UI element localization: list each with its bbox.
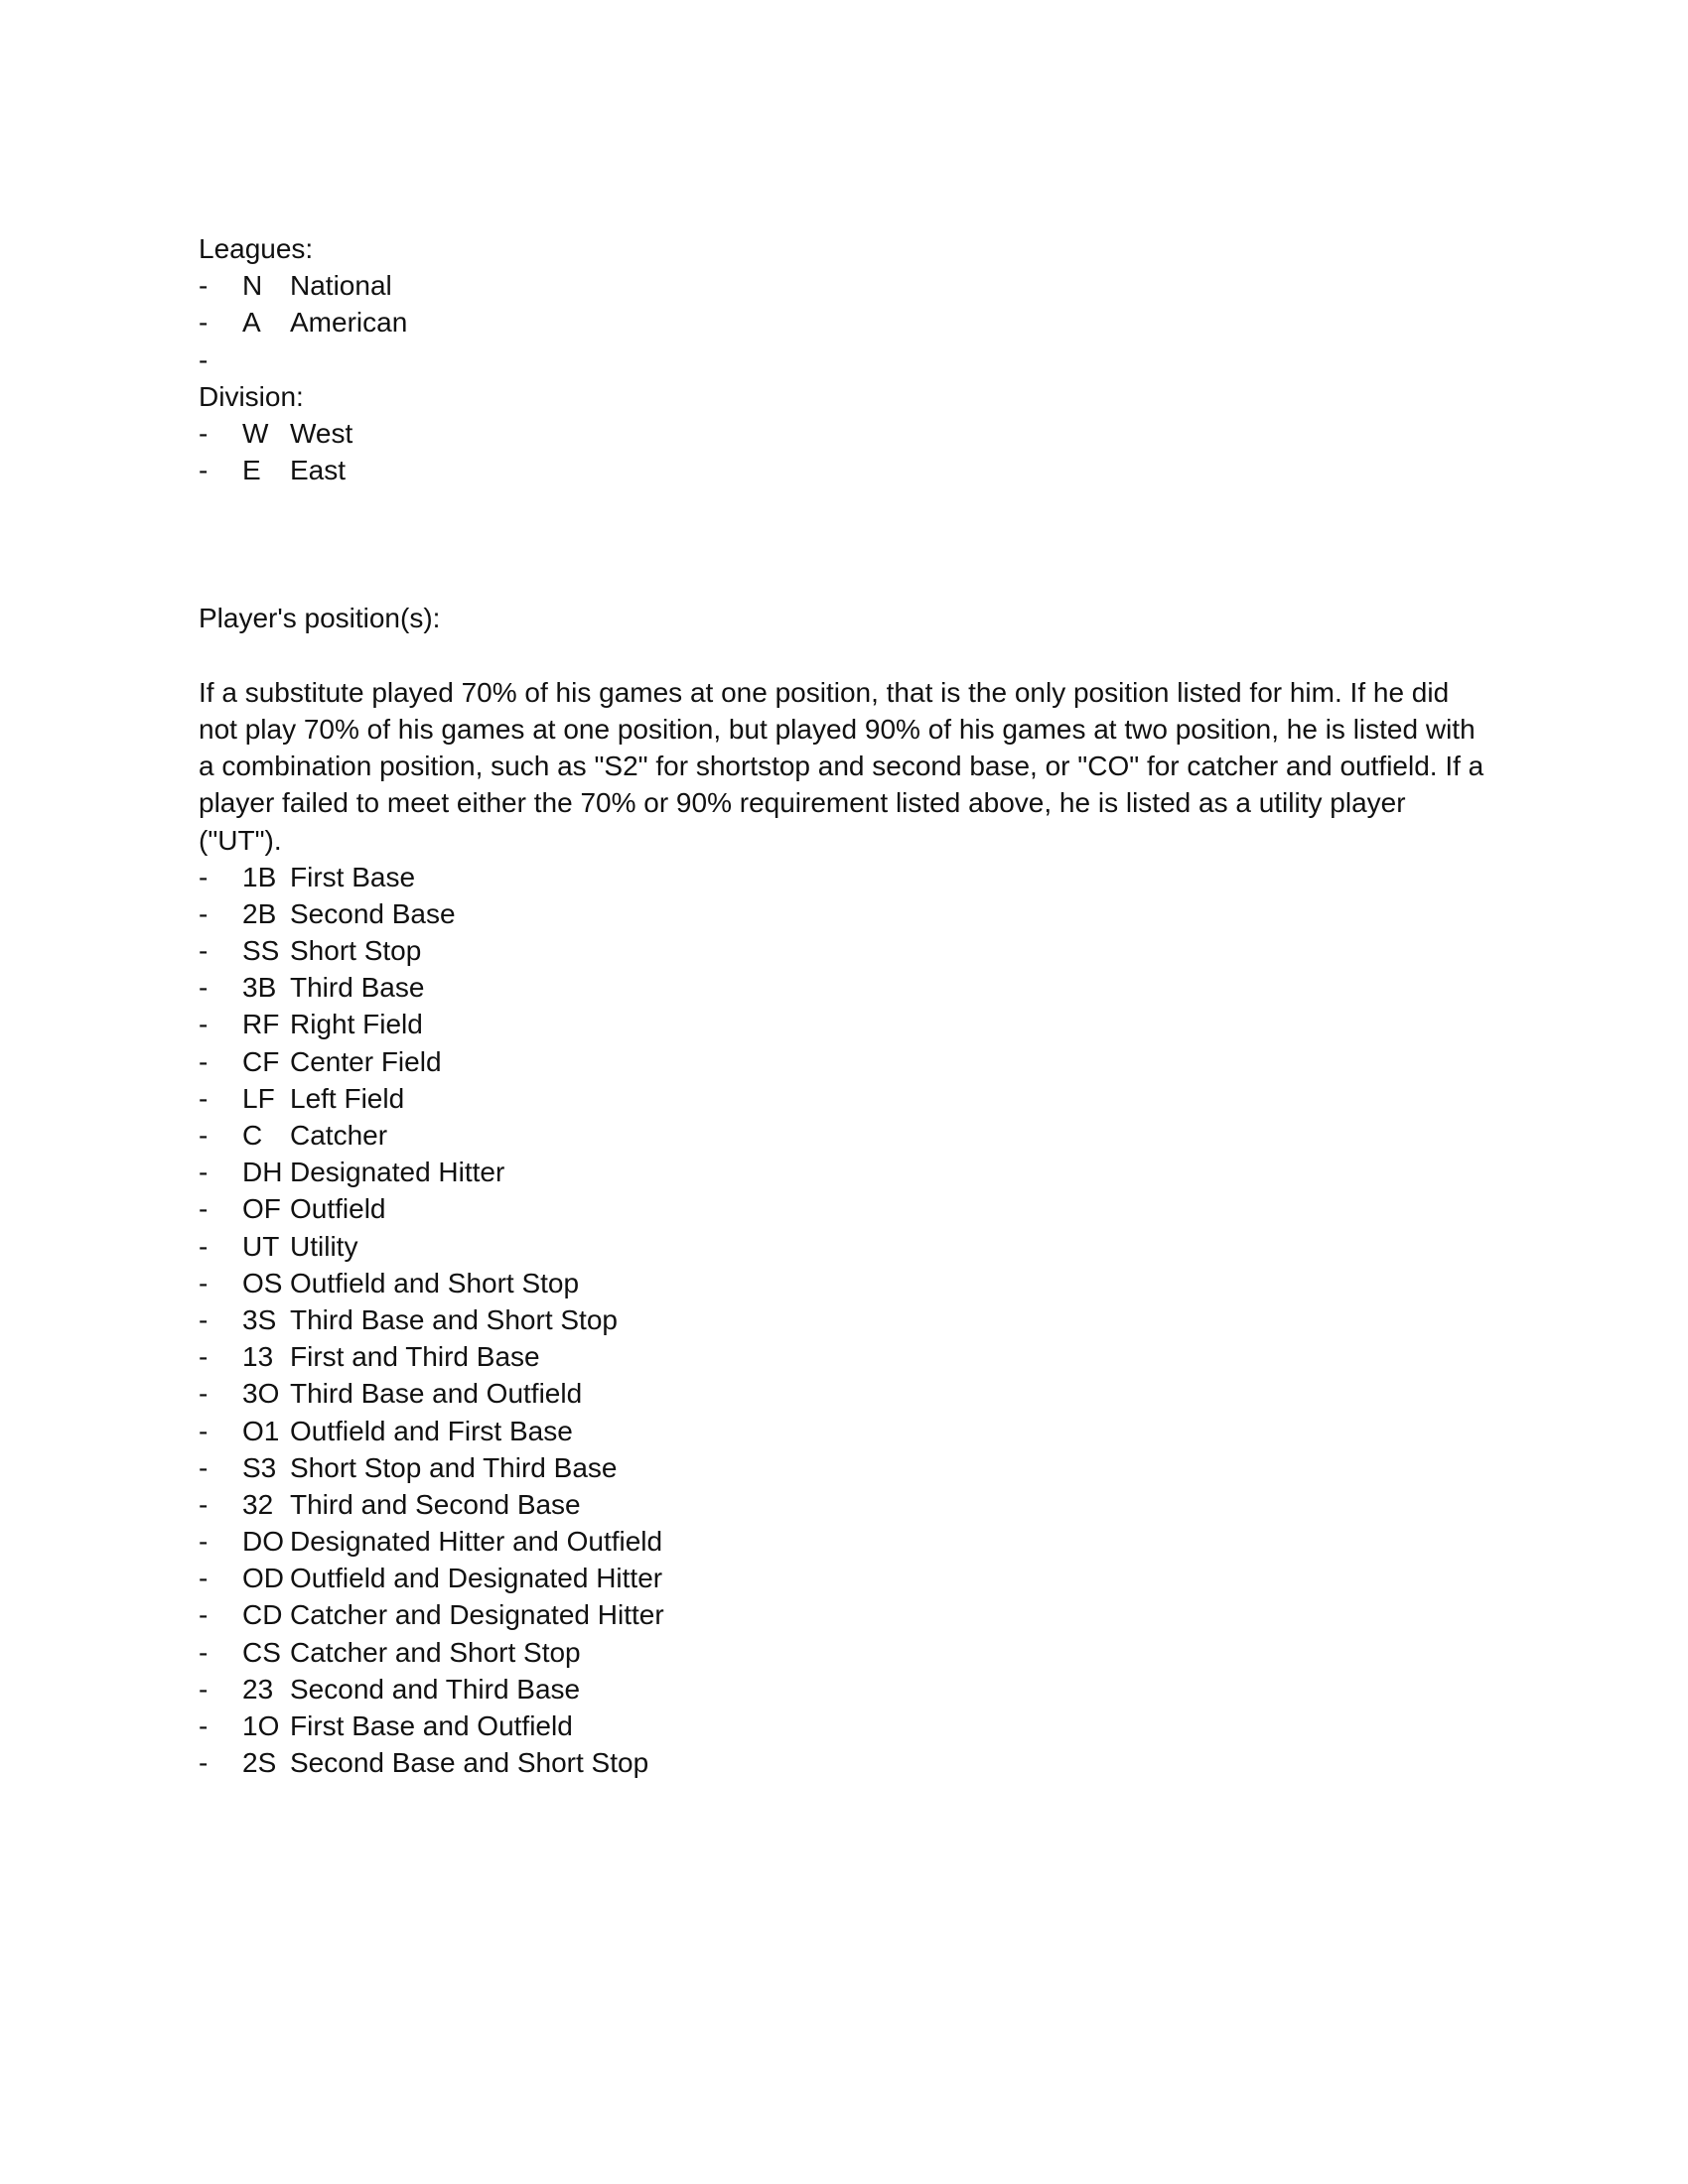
position-label: Outfield and Short Stop	[290, 1267, 580, 1298]
position-code: 1O	[242, 1710, 280, 1742]
list-dash: -	[199, 861, 209, 892]
list-item	[199, 1080, 1489, 1117]
list-item	[199, 1190, 1489, 1227]
document-page	[199, 230, 1489, 1781]
league-label: National	[290, 270, 392, 302]
position-label: Second Base	[290, 897, 456, 929]
position-code: SS	[242, 935, 280, 967]
position-code: LF	[242, 1082, 275, 1114]
list-item	[199, 932, 1489, 969]
list-dash: -	[199, 935, 209, 967]
list-dash: -	[199, 1193, 209, 1225]
list-item	[199, 1707, 1489, 1744]
section-spacer	[199, 488, 1489, 600]
position-label: Outfield and Designated Hitter	[290, 1563, 663, 1594]
position-code: OD	[242, 1563, 284, 1594]
position-label: Catcher and Short Stop	[290, 1636, 581, 1668]
position-code: 3S	[242, 1303, 277, 1335]
list-item	[199, 1413, 1489, 1449]
list-dash: -	[199, 1488, 209, 1520]
list-dash: -	[199, 1157, 209, 1188]
list-dash: -	[199, 1230, 209, 1262]
list-dash: -	[199, 343, 209, 375]
position-code: 23	[242, 1673, 274, 1705]
position-code: RF	[242, 1009, 280, 1040]
list-item	[199, 1154, 1489, 1190]
list-dash: -	[199, 307, 209, 339]
list-dash: -	[199, 1599, 209, 1631]
list-dash: -	[199, 417, 209, 449]
leagues-list	[199, 267, 1489, 378]
division-heading: Division:	[199, 380, 304, 412]
positions-list	[199, 859, 1489, 1782]
position-code: 2B	[242, 897, 277, 929]
list-dash: -	[199, 1341, 209, 1373]
positions-description: If a substitute played 70% of his games at one position, that is the only position listed for him. If he did not play 70% of his games at one position, but played 90% of his games at two position, he is listed with a combination position, such as "S2" for shortstop and second base, or "CO" for catcher and outfield. If a player failed to meet either the 70% or 90% requirement listed above, he is listed as a utility player ("UT").	[199, 676, 1484, 856]
list-dash: -	[199, 1673, 209, 1705]
position-code: CD	[242, 1599, 283, 1631]
section-spacer	[199, 637, 1489, 674]
position-label: First Base and Outfield	[290, 1710, 573, 1742]
league-code: A	[242, 307, 261, 339]
list-item	[199, 452, 1489, 488]
list-item	[199, 415, 1489, 452]
list-dash: -	[199, 1636, 209, 1668]
list-item	[199, 1671, 1489, 1707]
position-code: S3	[242, 1451, 277, 1483]
list-item	[199, 1744, 1489, 1781]
list-item	[199, 1596, 1489, 1633]
list-item	[199, 1043, 1489, 1080]
list-dash: -	[199, 1120, 209, 1152]
position-label: First and Third Base	[290, 1341, 540, 1373]
list-dash: -	[199, 1045, 209, 1077]
list-dash: -	[199, 270, 209, 302]
leagues-heading: Leagues:	[199, 233, 314, 264]
list-dash: -	[199, 1009, 209, 1040]
position-label: Short Stop and Third Base	[290, 1451, 618, 1483]
list-item	[199, 1265, 1489, 1301]
list-item	[199, 1338, 1489, 1375]
position-label: Left Field	[290, 1082, 405, 1114]
position-code: OF	[242, 1193, 281, 1225]
list-item-empty	[199, 341, 1489, 378]
list-dash: -	[199, 455, 209, 486]
division-code: E	[242, 455, 261, 486]
list-item	[199, 267, 1489, 304]
position-label: Catcher	[290, 1120, 388, 1152]
position-label: Outfield	[290, 1193, 386, 1225]
list-dash: -	[199, 1082, 209, 1114]
position-label: Utility	[290, 1230, 358, 1262]
league-code: N	[242, 270, 263, 302]
position-label: Third Base and Outfield	[290, 1378, 583, 1410]
position-code: 13	[242, 1341, 274, 1373]
position-label: Third and Second Base	[290, 1488, 581, 1520]
list-dash: -	[199, 1747, 209, 1779]
list-item	[199, 1634, 1489, 1671]
position-label: Third Base and Short Stop	[290, 1303, 618, 1335]
position-code: DH	[242, 1157, 283, 1188]
list-item	[199, 895, 1489, 932]
list-item	[199, 859, 1489, 895]
position-code: 3B	[242, 972, 277, 1004]
positions-heading: Player's position(s):	[199, 603, 441, 634]
position-code: C	[242, 1120, 263, 1152]
list-dash: -	[199, 1267, 209, 1298]
list-item	[199, 1523, 1489, 1560]
position-code: CF	[242, 1045, 280, 1077]
list-item	[199, 1228, 1489, 1265]
position-code: DO	[242, 1526, 284, 1558]
position-code: OS	[242, 1267, 283, 1298]
list-dash: -	[199, 1710, 209, 1742]
position-label: Short Stop	[290, 935, 422, 967]
position-label: First Base	[290, 861, 416, 892]
list-item	[199, 969, 1489, 1006]
position-code: UT	[242, 1230, 280, 1262]
list-dash: -	[199, 1378, 209, 1410]
list-item	[199, 1375, 1489, 1412]
position-code: 1B	[242, 861, 277, 892]
list-dash: -	[199, 1451, 209, 1483]
division-code: W	[242, 417, 269, 449]
list-item	[199, 1486, 1489, 1523]
position-label: Outfield and First Base	[290, 1415, 573, 1446]
position-label: Second and Third Base	[290, 1673, 581, 1705]
list-dash: -	[199, 1526, 209, 1558]
list-item	[199, 1117, 1489, 1154]
division-list	[199, 415, 1489, 488]
list-dash: -	[199, 1415, 209, 1446]
position-label: Right Field	[290, 1009, 423, 1040]
division-label: West	[290, 417, 353, 449]
position-code: 32	[242, 1488, 274, 1520]
position-label: Designated Hitter and Outfield	[290, 1526, 663, 1558]
position-code: 2S	[242, 1747, 277, 1779]
position-label: Center Field	[290, 1045, 442, 1077]
list-item	[199, 1560, 1489, 1596]
list-dash: -	[199, 897, 209, 929]
position-code: O1	[242, 1415, 280, 1446]
list-item	[199, 1449, 1489, 1486]
list-dash: -	[199, 1303, 209, 1335]
position-label: Catcher and Designated Hitter	[290, 1599, 664, 1631]
position-label: Designated Hitter	[290, 1157, 505, 1188]
list-dash: -	[199, 972, 209, 1004]
position-code: CS	[242, 1636, 281, 1668]
list-item	[199, 1006, 1489, 1042]
list-item	[199, 304, 1489, 341]
list-item	[199, 1301, 1489, 1338]
division-label: East	[290, 455, 347, 486]
list-dash: -	[199, 1563, 209, 1594]
league-label: American	[290, 307, 408, 339]
position-label: Second Base and Short Stop	[290, 1747, 649, 1779]
position-code: 3O	[242, 1378, 280, 1410]
position-label: Third Base	[290, 972, 425, 1004]
